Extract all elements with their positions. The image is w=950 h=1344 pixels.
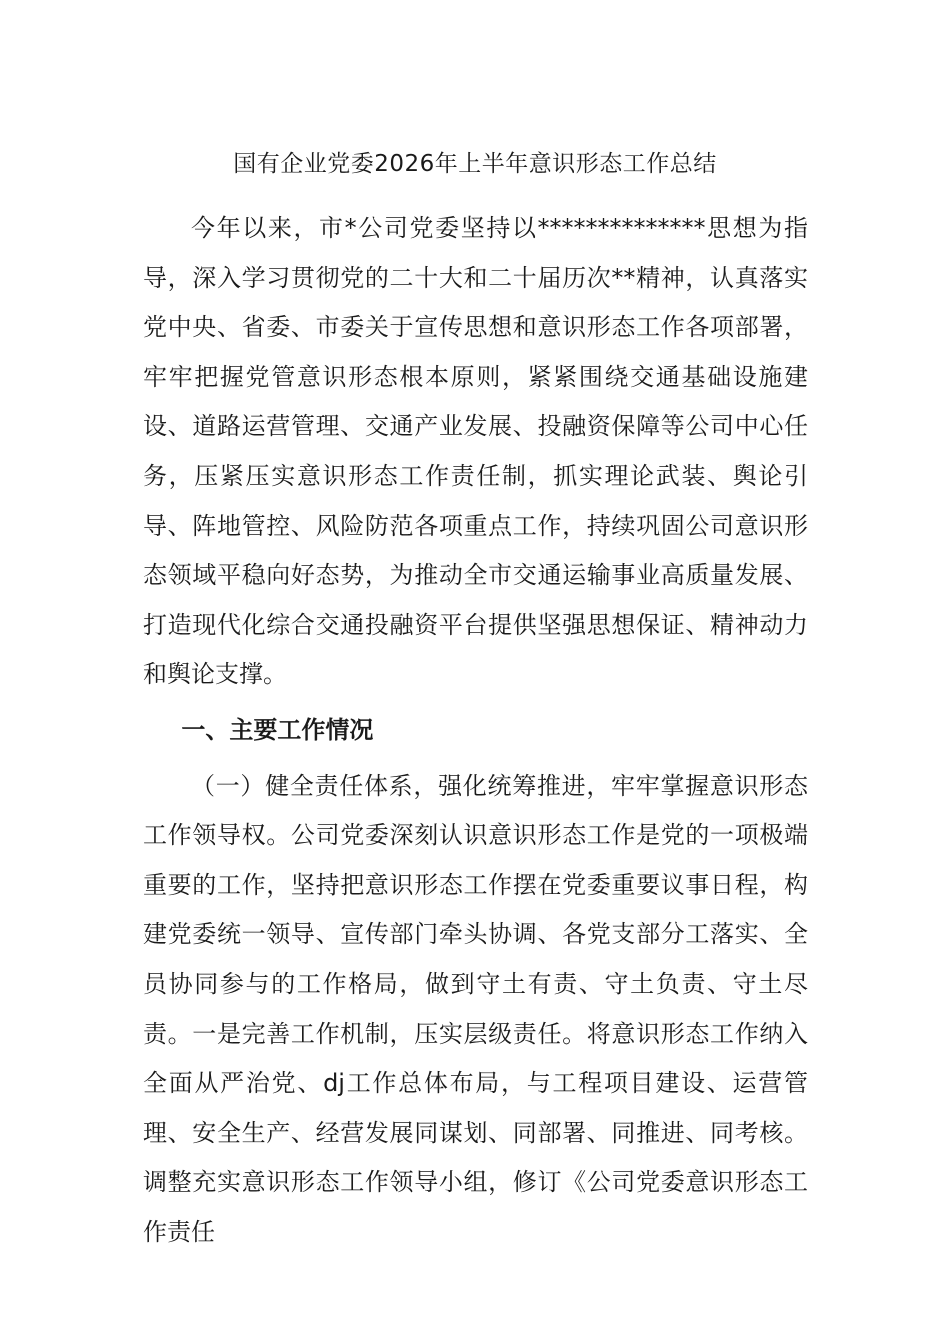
- section-heading: 一、主要工作情况: [181, 715, 374, 744]
- intro-paragraph: 今年以来，市*公司党委坚持以**************思想为指导，深入学习贯彻党的二十大和二十届历次**精神，认真落实党中央、省委、市委关于宣传思想和意识形态工作各项部署，牢牢把握党管意识形态根本原则，紧紧围绕交通基础设施建设、道路运营管理、交通产业发展、投融资保障等公司中心任务，压紧压实意识形态工作责任制，抓实理论武装、舆论引导、阵地管控、风险防范各项重点工作，持续巩固公司意识形态领域平稳向好态势，为推动全市交通运输事业高质量发展、打造现代化综合交通投融资平台提供坚强思想保证、精神动力和舆论支撑。: [143, 214, 808, 689]
- section-paragraph: （一）健全责任体系，强化统筹推进，牢牢掌握意识形态工作领导权。公司党委深刻认识意识形态工作是党的一项极端重要的工作，坚持把意识形态工作摆在党委重要议事日程，构建党委统一领导、宣传部门牵头协调、各党支部分工落实、全员协同参与的工作格局，做到守土有责、守土负责、守土尽责。一是完善工作机制，压实层级责任。将意识形态工作纳入全面从严治党、dj工作总体布局，与工程项目建设、运营管理、安全生产、经营发展同谋划、同部署、同推进、同考核。调整充实意识形态工作领导小组，修订《公司党委意识形态工作责任: [143, 771, 808, 1246]
- document-body: [143, 204, 808, 1257]
- document-title: 国有企业党委2026年上半年意识形态工作总结: [233, 151, 717, 177]
